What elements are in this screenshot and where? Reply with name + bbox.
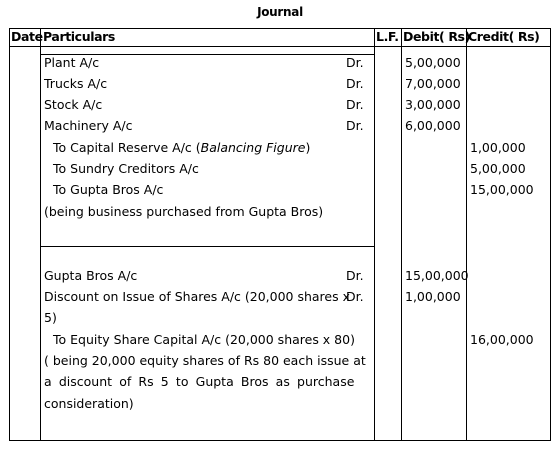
entry1-debit-account: Stock A/c	[44, 97, 103, 112]
entry1-credit-amount: 5,00,000	[470, 161, 526, 176]
entry2-dr-label: Dr.	[346, 268, 364, 283]
entry1-debit-account: Plant A/c	[44, 55, 100, 70]
entry1-debit-account: Machinery A/c	[44, 118, 133, 133]
entry2-debit-account: Gupta Bros A/c	[44, 268, 138, 283]
entry2-narration-line: a discount of Rs 5 to Gupta Bros as purchase	[44, 374, 355, 389]
header-bottom-border	[9, 46, 551, 47]
header-lf: L.F.	[376, 29, 399, 44]
entry1-debit-amount: 6,00,000	[405, 118, 461, 133]
entry2-credit-amount: 16,00,000	[470, 332, 534, 347]
entry2-debit-account: Discount on Issue of Shares A/c (20,000 shares x	[44, 289, 350, 304]
header-credit: Credit( Rs)	[468, 29, 540, 44]
entry1-credit-account: To Gupta Bros A/c	[53, 182, 164, 197]
table-left-border	[9, 28, 10, 441]
header-date: Date	[11, 29, 43, 44]
entry1-narration: (being business purchased from Gupta Bros)	[44, 204, 324, 219]
entry1-dr-label: Dr.	[346, 97, 364, 112]
entry2-credit-account: To Equity Share Capital A/c (20,000 shares x 80)	[53, 332, 355, 347]
header-particulars: Particulars	[43, 29, 115, 44]
entry2-debit-amount: 15,00,000	[405, 268, 469, 283]
entry1-credit-account: To Sundry Creditors A/c	[53, 161, 199, 176]
entry2-debit-account-cont: 5)	[44, 310, 57, 325]
entry1-debit-account: Trucks A/c	[44, 76, 108, 91]
table-right-border	[550, 28, 551, 441]
entry2-narration-line: consideration)	[44, 396, 134, 411]
entry1-dr-label: Dr.	[346, 76, 364, 91]
entry1-credit-account	[53, 140, 310, 156]
entry1-credit-amount: 15,00,000	[470, 182, 534, 197]
entry-separator	[41, 246, 374, 247]
lf-column-border	[401, 28, 402, 441]
entry2-narration-line: ( being 20,000 equity shares of Rs 80 each issue at	[44, 353, 366, 368]
entry1-debit-amount: 5,00,000	[405, 55, 461, 70]
journal-title: Journal	[257, 5, 303, 19]
entry1-dr-label: Dr.	[346, 118, 364, 133]
entry1-dr-label: Dr.	[346, 55, 364, 70]
date-column-border	[40, 28, 41, 441]
credit-italic-note: Balancing Figure	[200, 140, 306, 155]
credit-prefix: To Capital Reserve A/c (	[53, 140, 201, 155]
debit-column-border	[466, 28, 467, 441]
entry1-credit-amount: 1,00,000	[470, 140, 526, 155]
entry2-dr-label: Dr.	[346, 289, 364, 304]
table-bottom-border	[9, 440, 551, 441]
entry1-debit-amount: 7,00,000	[405, 76, 461, 91]
credit-suffix: )	[305, 140, 311, 155]
header-debit: Debit( Rs)	[403, 29, 470, 44]
entry2-debit-amount: 1,00,000	[405, 289, 461, 304]
entry1-debit-amount: 3,00,000	[405, 97, 461, 112]
particulars-column-border	[374, 28, 375, 441]
